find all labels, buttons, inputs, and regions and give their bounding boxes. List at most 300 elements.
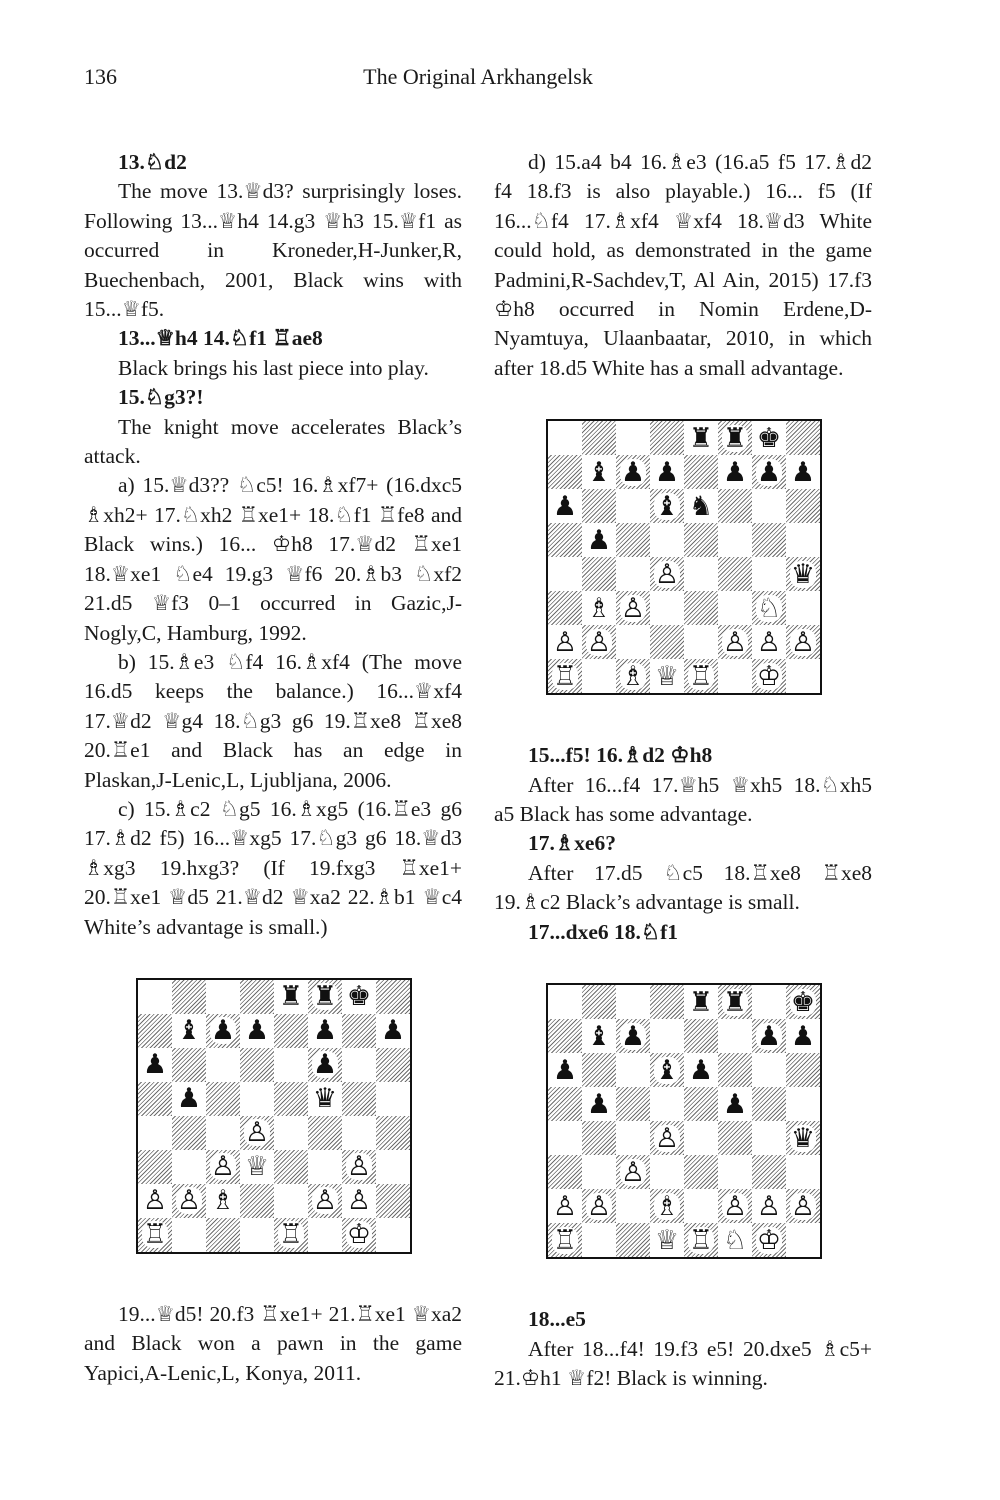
board-square [752,1189,786,1223]
board-square [582,625,616,659]
board-square [582,1189,616,1223]
page-number: 136 [84,64,117,89]
board-square [786,591,820,625]
board-square [138,980,172,1014]
board-square [172,1014,206,1048]
board-square [172,1116,206,1150]
board-square [752,1223,786,1257]
move-heading-left-2: 13...♕h4 14.♘f1 ♖ae8 [118,326,323,351]
board-square [786,421,820,455]
board-square [582,1053,616,1087]
board-square [548,1019,582,1053]
paragraph-left-3: Black brings his last piece into play. [118,355,429,380]
move-heading-left-4: 15.♘g3?! [118,385,204,410]
board-square [138,1116,172,1150]
board-square [650,1223,684,1257]
paragraph-left-6: a) 15.♕d3?? ♘c5! 16.♗xf7+ (16.dxc5 ♗xh2+ 17.♘xh2 ♖xe1+ 18.♘f1 ♖fe8 and Black wins.) 16... ♔h8 17.♕d2 ♖xe1 18.♕xe1 ♘e4 19.g3 ♕f6 20.♗b3 ♘xf2 21.d5 ♕f3 0–1 occurred in Gazic,J-Nogly,C, Hamburg, 1992. [84,473,462,645]
board-square [206,1184,240,1218]
board-square [718,489,752,523]
board-square [548,591,582,625]
black-bishop-icon: ♝ [654,490,680,522]
right-end-text [494,1305,872,1393]
board-square [616,1053,650,1087]
white-pawn-icon: ♙ [756,1190,782,1222]
white-pawn-icon: ♙ [244,1117,270,1149]
diagram-3-wrap [494,983,872,1259]
board-square [582,523,616,557]
board-square [752,1087,786,1121]
board-square [308,1184,342,1218]
black-pawn-icon: ♟ [756,456,782,488]
board-square [308,1150,342,1184]
board-square [138,1184,172,1218]
white-pawn-icon: ♙ [586,626,612,658]
board-square [650,557,684,591]
left-column [84,148,462,1388]
board-square [718,455,752,489]
board-square [786,489,820,523]
black-pawn-icon: ♟ [620,1020,646,1052]
chess-diagram-1 [136,978,412,1254]
board-square [206,1150,240,1184]
right-text-block [494,148,872,383]
board-square [718,985,752,1019]
board-square [616,1223,650,1257]
white-rook-icon: ♖ [552,660,578,692]
move-heading-right-mid-0: 15...f5! 16.♗d2 ♔h8 [528,743,713,768]
white-bishop-icon: ♗ [210,1185,236,1217]
paragraph-left-8: c) 15.♗c2 ♘g5 16.♗xg5 (16.♖e3 g6 17.♗d2 f5) 16...♕xg5 17.♘g3 g6 18.♕d3 ♗xg3 19.hxg3? (If 19.fxg3 ♖xe1+ 20.♖xe1 ♕d5 21.♕d2 ♕xa2 22.♗b1 ♕c4 White’s advantage is small.) [84,796,462,939]
black-pawn-icon: ♟ [552,490,578,522]
white-rook-icon: ♖ [688,660,714,692]
paragraph-right-mid-1: After 16...f4 17.♕h5 ♕xh5 18.♘xh5 a5 Black has some advantage. [494,772,872,827]
board-square [684,1121,718,1155]
board-square [548,1155,582,1189]
board-square [718,557,752,591]
black-pawn-icon: ♟ [312,1015,338,1047]
black-rook-icon: ♜ [688,422,714,454]
black-pawn-icon: ♟ [586,524,612,556]
board-square [376,1218,410,1252]
board-square [650,1019,684,1053]
board-square [206,980,240,1014]
black-pawn-icon: ♟ [620,456,646,488]
board-square [582,659,616,693]
board-square [650,1053,684,1087]
white-king-icon: ♔ [756,660,782,692]
board-square [548,1087,582,1121]
board-square [274,1150,308,1184]
black-rook-icon: ♜ [722,422,748,454]
board-square [786,1155,820,1189]
board-square [548,557,582,591]
board-square [240,1082,274,1116]
board-square [752,625,786,659]
board-square [786,523,820,557]
white-rook-icon: ♖ [552,1224,578,1256]
white-pawn-icon: ♙ [654,1122,680,1154]
paragraph-right-0: d) 15.a4 b4 16.♗e3 (16.a5 f5 17.♗d2 f4 18.f3 is also playable.) 16... f5 (If 16...♘f4 17.♗xf4 ♕xf4 18.♕d3 White could hold, as demonstrated in the game Padmini,R-Sachdev,T, Al Ain, 2015) 17.f3 ♔h8 occurred in Nomin Erdene,D-Nyamtuya, Ulaanbaatar, 2010, in which after 18.d5 White has a small advantage. [494,150,872,380]
board-square [718,1019,752,1053]
board-square [206,1082,240,1116]
board-square [240,1116,274,1150]
white-bishop-icon: ♗ [586,592,612,624]
black-pawn-icon: ♟ [380,1015,406,1047]
board-square [752,489,786,523]
board-square [308,1218,342,1252]
board-square [582,1019,616,1053]
paragraph-left-7: b) 15.♗e3 ♘f4 16.♗xf4 (The move 16.d5 keeps the balance.) 16...♕xf4 17.♕d2 ♕g4 18.♘g3 g6 19.♖xe8 ♖xe8 20.♖e1 and Black has an edge in Plaskan,J-Lenic,L, Ljubljana, 2006. [84,649,462,792]
board-square [240,1048,274,1082]
left-after-diagram-text [84,1300,462,1388]
black-king-icon: ♚ [790,986,816,1018]
board-square [684,985,718,1019]
white-pawn-icon: ♙ [620,1156,646,1188]
white-pawn-icon: ♙ [722,626,748,658]
board-square [240,1014,274,1048]
board-square [786,1053,820,1087]
diagram-2-wrap [494,419,872,695]
white-rook-icon: ♖ [142,1219,168,1251]
board-square [172,1150,206,1184]
white-knight-icon: ♘ [756,592,782,624]
board-square [786,455,820,489]
board-square [718,1087,752,1121]
board-square [342,1116,376,1150]
board-square [718,1223,752,1257]
move-heading-right-mid-2: 17.♗xe6? [528,831,616,856]
board-square [616,1189,650,1223]
page-header [84,64,872,94]
board-square [786,625,820,659]
black-pawn-icon: ♟ [790,456,816,488]
black-pawn-icon: ♟ [722,456,748,488]
board-square [684,1087,718,1121]
board-square [718,659,752,693]
board-square [376,1150,410,1184]
white-pawn-icon: ♙ [586,1190,612,1222]
board-square [308,1116,342,1150]
board-square [308,1014,342,1048]
black-king-icon: ♚ [346,981,372,1013]
move-heading-right-end-0: 18...e5 [528,1307,586,1332]
black-pawn-icon: ♟ [756,1020,782,1052]
board-square [752,1121,786,1155]
black-bishop-icon: ♝ [176,1015,202,1047]
board-square [616,591,650,625]
board-square [376,1184,410,1218]
white-rook-icon: ♖ [688,1224,714,1256]
board-square [684,1223,718,1257]
board-square [240,980,274,1014]
board-square [650,659,684,693]
black-knight-icon: ♞ [688,490,714,522]
board-square [342,1150,376,1184]
board-square [172,1048,206,1082]
white-rook-icon: ♖ [278,1219,304,1251]
white-pawn-icon: ♙ [722,1190,748,1222]
white-queen-icon: ♕ [654,660,680,692]
white-pawn-icon: ♙ [756,626,782,658]
white-pawn-icon: ♙ [654,558,680,590]
board-square [582,1087,616,1121]
move-heading-left-0: 13.♘d2 [118,150,187,174]
white-pawn-icon: ♙ [790,626,816,658]
board-square [274,1116,308,1150]
board-square [240,1150,274,1184]
board-square [752,1019,786,1053]
board-square [684,1155,718,1189]
board-square [616,557,650,591]
black-pawn-icon: ♟ [688,1054,714,1086]
board-square [582,1155,616,1189]
board-square [786,1087,820,1121]
board-square [718,625,752,659]
board-square [582,591,616,625]
white-pawn-icon: ♙ [176,1185,202,1217]
board-square [650,455,684,489]
board-square [240,1184,274,1218]
board-square [548,625,582,659]
board-square [684,1189,718,1223]
white-knight-icon: ♘ [722,1224,748,1256]
board-square [684,489,718,523]
board-square [650,1121,684,1155]
chess-diagram-3 [546,983,822,1259]
board-square [752,455,786,489]
board-square [582,557,616,591]
black-bishop-icon: ♝ [586,1020,612,1052]
board-square [206,1048,240,1082]
black-pawn-icon: ♟ [176,1083,202,1115]
board-square [582,455,616,489]
diagram-1-wrap [84,978,462,1254]
paragraph-left-5: The knight move accelerates Black’s attack. [84,414,462,469]
board-square [274,1048,308,1082]
board-square [684,455,718,489]
white-queen-icon: ♕ [654,1224,680,1256]
board-square [650,421,684,455]
board-square [548,523,582,557]
board-square [650,591,684,625]
board-square [786,1019,820,1053]
black-pawn-icon: ♟ [312,1049,338,1081]
board-square [548,455,582,489]
board-square [376,1116,410,1150]
black-rook-icon: ♜ [688,986,714,1018]
white-pawn-icon: ♙ [346,1185,372,1217]
white-bishop-icon: ♗ [654,1190,680,1222]
board-square [616,421,650,455]
board-square [684,625,718,659]
board-square [650,1155,684,1189]
board-square [138,1014,172,1048]
board-square [752,1053,786,1087]
board-square [548,659,582,693]
board-square [718,1155,752,1189]
right-mid-text [494,741,872,947]
board-square [616,985,650,1019]
board-square [786,557,820,591]
board-square [240,1218,274,1252]
black-pawn-icon: ♟ [586,1088,612,1120]
board-square [274,980,308,1014]
board-square [616,1087,650,1121]
black-rook-icon: ♜ [722,986,748,1018]
board-square [308,980,342,1014]
paragraph-right-mid-3: After 17.d5 ♘c5 18.♖xe8 ♖xe8 19.♗c2 Black’s advantage is small. [494,860,872,915]
board-square [650,985,684,1019]
board-square [752,557,786,591]
board-square [650,1189,684,1223]
running-title: The Original Arkhangelsk [363,64,593,89]
board-square [786,1189,820,1223]
white-pawn-icon: ♙ [552,1190,578,1222]
black-pawn-icon: ♟ [790,1020,816,1052]
board-square [274,1014,308,1048]
board-square [376,1048,410,1082]
board-square [718,1189,752,1223]
board-square [274,1082,308,1116]
board-square [616,489,650,523]
board-square [582,985,616,1019]
board-square [684,557,718,591]
white-pawn-icon: ♙ [210,1151,236,1183]
board-square [616,1019,650,1053]
board-square [752,591,786,625]
board-square [684,421,718,455]
board-square [548,1189,582,1223]
board-square [752,1155,786,1189]
board-square [342,1218,376,1252]
board-square [548,489,582,523]
black-pawn-icon: ♟ [142,1049,168,1081]
black-bishop-icon: ♝ [654,1054,680,1086]
board-square [138,1048,172,1082]
board-square [342,1082,376,1116]
board-square [138,1082,172,1116]
board-square [308,1048,342,1082]
board-square [752,985,786,1019]
black-rook-icon: ♜ [312,981,338,1013]
board-square [786,1223,820,1257]
black-king-icon: ♚ [756,422,782,454]
left-text-block [84,148,462,942]
move-heading-right-mid-4: 17...dxe6 18.♘f1 [528,919,679,944]
white-pawn-icon: ♙ [312,1185,338,1217]
board-square [206,1014,240,1048]
board-square [616,1121,650,1155]
board-square [616,455,650,489]
board-square [376,1082,410,1116]
board-square [650,489,684,523]
board-square [206,1116,240,1150]
board-square [616,1155,650,1189]
board-square [718,1053,752,1087]
board-square [376,980,410,1014]
white-king-icon: ♔ [346,1219,372,1251]
right-column [494,148,872,1393]
board-square [582,1121,616,1155]
board-square [308,1082,342,1116]
board-square [616,625,650,659]
board-square [548,421,582,455]
board-square [342,1048,376,1082]
black-pawn-icon: ♟ [210,1015,236,1047]
board-square [650,523,684,557]
board-square [752,421,786,455]
black-queen-icon: ♛ [790,1122,816,1154]
board-square [548,1053,582,1087]
board-square [172,980,206,1014]
white-pawn-icon: ♙ [790,1190,816,1222]
board-square [342,1014,376,1048]
board-square [684,1053,718,1087]
board-square [138,1218,172,1252]
board-square [718,523,752,557]
white-queen-icon: ♕ [244,1151,270,1183]
white-king-icon: ♔ [756,1224,782,1256]
board-square [548,985,582,1019]
board-square [582,1223,616,1257]
board-square [684,659,718,693]
board-square [172,1218,206,1252]
board-square [616,659,650,693]
white-pawn-icon: ♙ [142,1185,168,1217]
black-queen-icon: ♛ [790,558,816,590]
white-pawn-icon: ♙ [620,592,646,624]
board-square [172,1082,206,1116]
board-square [718,1121,752,1155]
paragraph-right-end-1: After 18...f4! 19.f3 e5! 20.dxe5 ♗c5+ 21.♔h1 ♕f2! Black is winning. [494,1336,872,1390]
black-pawn-icon: ♟ [722,1088,748,1120]
board-square [752,523,786,557]
board-square [684,523,718,557]
board-square [172,1184,206,1218]
paragraph-left-after-0: 19...♕d5! 20.f3 ♖xe1+ 21.♖xe1 ♕xa2 and Black won a pawn in the game Yapici,A-Lenic,L, Konya, 2011. [84,1301,462,1385]
board-square [138,1150,172,1184]
paragraph-left-1: The move 13.♕d3? surprisingly loses. Following 13...♕h4 14.g3 ♕h3 15.♕f1 as occurred in Kroneder,H-Junker,R, Buechenbach, 2001, Black wins with 15...♕f5. [84,179,462,322]
board-square [718,421,752,455]
black-bishop-icon: ♝ [586,456,612,488]
board-square [684,591,718,625]
black-pawn-icon: ♟ [552,1054,578,1086]
black-pawn-icon: ♟ [654,456,680,488]
black-rook-icon: ♜ [278,981,304,1013]
white-pawn-icon: ♙ [552,626,578,658]
board-square [786,659,820,693]
board-square [718,591,752,625]
chess-diagram-2 [546,419,822,695]
board-square [582,489,616,523]
black-queen-icon: ♛ [312,1083,338,1115]
white-bishop-icon: ♗ [620,660,646,692]
board-square [548,1121,582,1155]
board-square [752,659,786,693]
board-square [206,1218,240,1252]
board-square [786,985,820,1019]
board-square [650,625,684,659]
white-pawn-icon: ♙ [346,1151,372,1183]
board-square [342,1184,376,1218]
board-square [650,1087,684,1121]
black-pawn-icon: ♟ [244,1015,270,1047]
board-square [684,1019,718,1053]
board-square [342,980,376,1014]
board-square [582,421,616,455]
board-square [786,1121,820,1155]
board-square [616,523,650,557]
